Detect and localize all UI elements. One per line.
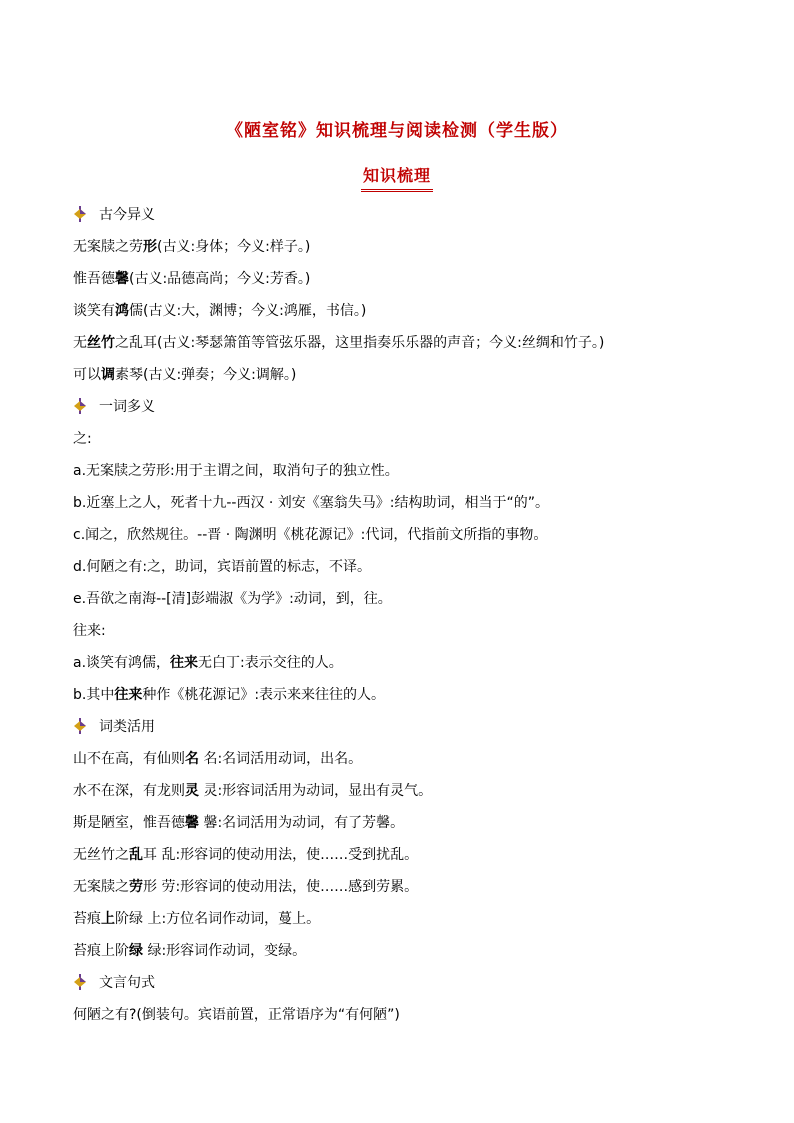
cilei-line-2: 水不在深，有龙则灵 灵:形容词活用为动词，显出有灵气。 — [73, 783, 433, 799]
cilei-line-7: 苔痕上阶绿 绿:形容词作动词，变绿。 — [73, 943, 307, 959]
section-heading-gujin: 古今异义 — [73, 205, 155, 225]
diamond-bullet-icon — [73, 974, 87, 990]
gujin-line-3: 谈笑有鸿儒(古义:大，渊博；今义:鸿雁，书信。) — [73, 303, 367, 319]
gujin-line-2: 惟吾德馨(古义:品德高尚；今义:芳香。) — [73, 271, 311, 287]
zhi-item-a: a.无案牍之劳形:用于主谓之间，取消句子的独立性。 — [73, 463, 399, 479]
zhi-item-c: c.闻之，欣然规往。--晋 · 陶渊明《桃花源记》:代词，代指前文所指的事物。 — [73, 527, 548, 543]
cilei-line-6: 苔痕上阶绿 上:方位名词作动词，蔓上。 — [73, 911, 321, 927]
cilei-line-4: 无丝竹之乱耳 乱:形容词的使动用法，使……受到扰乱。 — [73, 847, 419, 863]
diamond-bullet-icon — [73, 206, 87, 222]
page-title: 《陋室铭》知识梳理与阅读检测（学生版） — [226, 121, 568, 141]
zhi-item-e: e.吾欲之南海--[清]彭端淑《为学》:动词，到，往。 — [73, 591, 392, 607]
zhi-item-b: b.近塞上之人，死者十九--西汉 · 刘安《塞翁失马》:结构助词，相当于“的”。 — [73, 495, 550, 511]
zhi-label: 之: — [73, 431, 92, 447]
wanglai-item-a: a.谈笑有鸿儒，往来无白丁:表示交往的人。 — [73, 655, 343, 671]
subtitle-text: 知识梳理 — [361, 163, 433, 192]
cilei-line-3: 斯是陋室，惟吾德馨 馨:名词活用为动词，有了芳馨。 — [73, 815, 405, 831]
section-heading-yici: 一词多义 — [73, 397, 155, 417]
wanglai-label: 往来: — [73, 623, 106, 639]
gujin-line-4: 无丝竹之乱耳(古义:琴瑟箫笛等管弦乐器，这里指奏乐乐器的声音；今义:丝绸和竹子。) — [73, 335, 605, 351]
cilei-line-5: 无案牍之劳形 劳:形容词的使动用法，使……感到劳累。 — [73, 879, 419, 895]
wenyan-line-1: 何陋之有?(倒装句。宾语前置，正常语序为“有何陋”) — [73, 1007, 400, 1023]
gujin-line-1: 无案牍之劳形(古义:身体；今义:样子。) — [73, 239, 311, 255]
wanglai-item-b: b.其中往来种作《桃花源记》:表示来来往往的人。 — [73, 687, 386, 703]
gujin-line-5: 可以调素琴(古义:弹奏；今义:调解。) — [73, 367, 297, 383]
section-subtitle — [0, 163, 794, 192]
diamond-bullet-icon — [73, 398, 87, 414]
section-heading-cilei: 词类活用 — [73, 717, 155, 737]
section-heading-wenyan: 文言句式 — [73, 973, 155, 993]
diamond-bullet-icon — [73, 718, 87, 734]
zhi-item-d: d.何陋之有:之，助词，宾语前置的标志，不译。 — [73, 559, 372, 575]
cilei-line-1: 山不在高，有仙则名 名:名词活用动词，出名。 — [73, 751, 363, 767]
